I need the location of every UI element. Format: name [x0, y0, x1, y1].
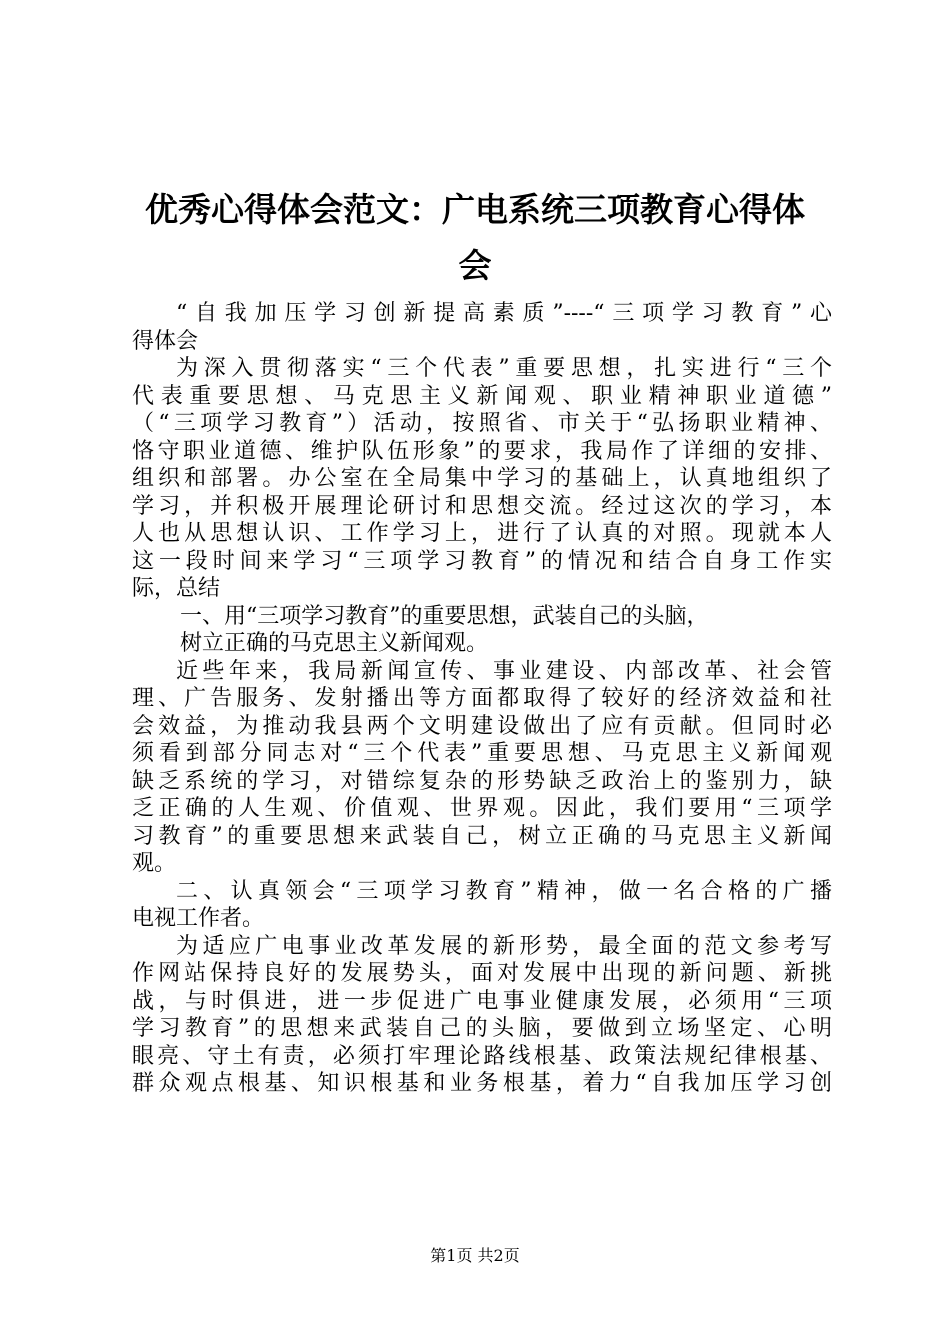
text-line: 为深入贯彻落实“三个代表”重要思想，扎实进行“三个 — [176, 356, 832, 381]
title-line-1: 优秀心得体会范文：广电系统三项教育心得体 — [145, 190, 805, 229]
text-line: （“三项学习教育”）活动，按照省、市关于“弘扬职业精神、 — [132, 411, 832, 436]
text-line: 理、广告服务、发射播出等方面都取得了较好的经济效益和社 — [132, 686, 832, 711]
text-line: 近些年来，我局新闻宣传、事业建设、内部改革、社会管 — [176, 658, 832, 684]
text-line: 树立正确的马克思主义新闻观。 — [180, 631, 489, 656]
text-line: 乏正确的人生观、价值观、世界观。因此，我们要用“三项学 — [132, 796, 832, 821]
text-line: 这一段时间来学习“三项学习教育”的情况和结合自身工作实 — [132, 548, 832, 574]
text-line: 电视工作者。 — [132, 906, 265, 931]
text-line: 战，与时俱进，进一步促进广电事业健康发展，必须用“三项 — [132, 988, 832, 1014]
text-line: 观。 — [132, 851, 177, 876]
text-line: 一、用“三项学习教育”的重要思想，武装自己的头脑， — [180, 603, 709, 629]
text-line: 为适应广电事业改革发展的新形势，最全面的范文参考写 — [176, 933, 832, 959]
title-line-2: 会 — [458, 246, 492, 285]
text-line: 组织和部署。办公室在全局集中学习的基础上，认真地组织了 — [132, 466, 832, 491]
text-line: 会效益，为推动我县两个文明建设做出了应有贡献。但同时必 — [132, 713, 832, 739]
text-line: 恪守职业道德、维护队伍形象”的要求，我局作了详细的安排、 — [132, 438, 832, 464]
document-title — [110, 182, 840, 294]
text-line: 二、认真领会“三项学习教育”精神，做一名合格的广播 — [176, 878, 832, 904]
text-line: 群众观点根基、知识根基和业务根基，着力“自我加压学习创 — [132, 1071, 832, 1096]
document-body — [132, 300, 832, 1098]
page-footer: 第1页 共2页 — [430, 1246, 520, 1265]
text-line: 得体会 — [132, 328, 199, 354]
text-line: 际，总结 — [132, 576, 221, 601]
text-line: 学习，并积极开展理论研讨和思想交流。经过这次的学习，本 — [132, 493, 832, 519]
text-line: 人也从思想认识、工作学习上，进行了认真的对照。现就本人 — [132, 521, 832, 546]
text-line: 学习教育”的思想来武装自己的头脑，要做到立场坚定、心明 — [132, 1016, 832, 1041]
text-line: 须看到部分同志对“三个代表”重要思想、马克思主义新闻观 — [132, 741, 832, 766]
text-line: 代表重要思想、马克思主义新闻观、职业精神职业道德” — [132, 383, 832, 409]
text-line: 缺乏系统的学习，对错综复杂的形势缺乏政治上的鉴别力，缺 — [132, 768, 832, 794]
text-line: 习教育”的重要思想来武装自己，树立正确的马克思主义新闻 — [132, 823, 832, 849]
text-line: “自我加压学习创新提高素质”----“三项学习教育”心 — [176, 301, 832, 326]
text-line: 眼亮、守土有责，必须打牢理论路线根基、政策法规纪律根基、 — [132, 1043, 832, 1069]
text-line: 作网站保持良好的发展势头，面对发展中出现的新问题、新挑 — [132, 961, 832, 986]
